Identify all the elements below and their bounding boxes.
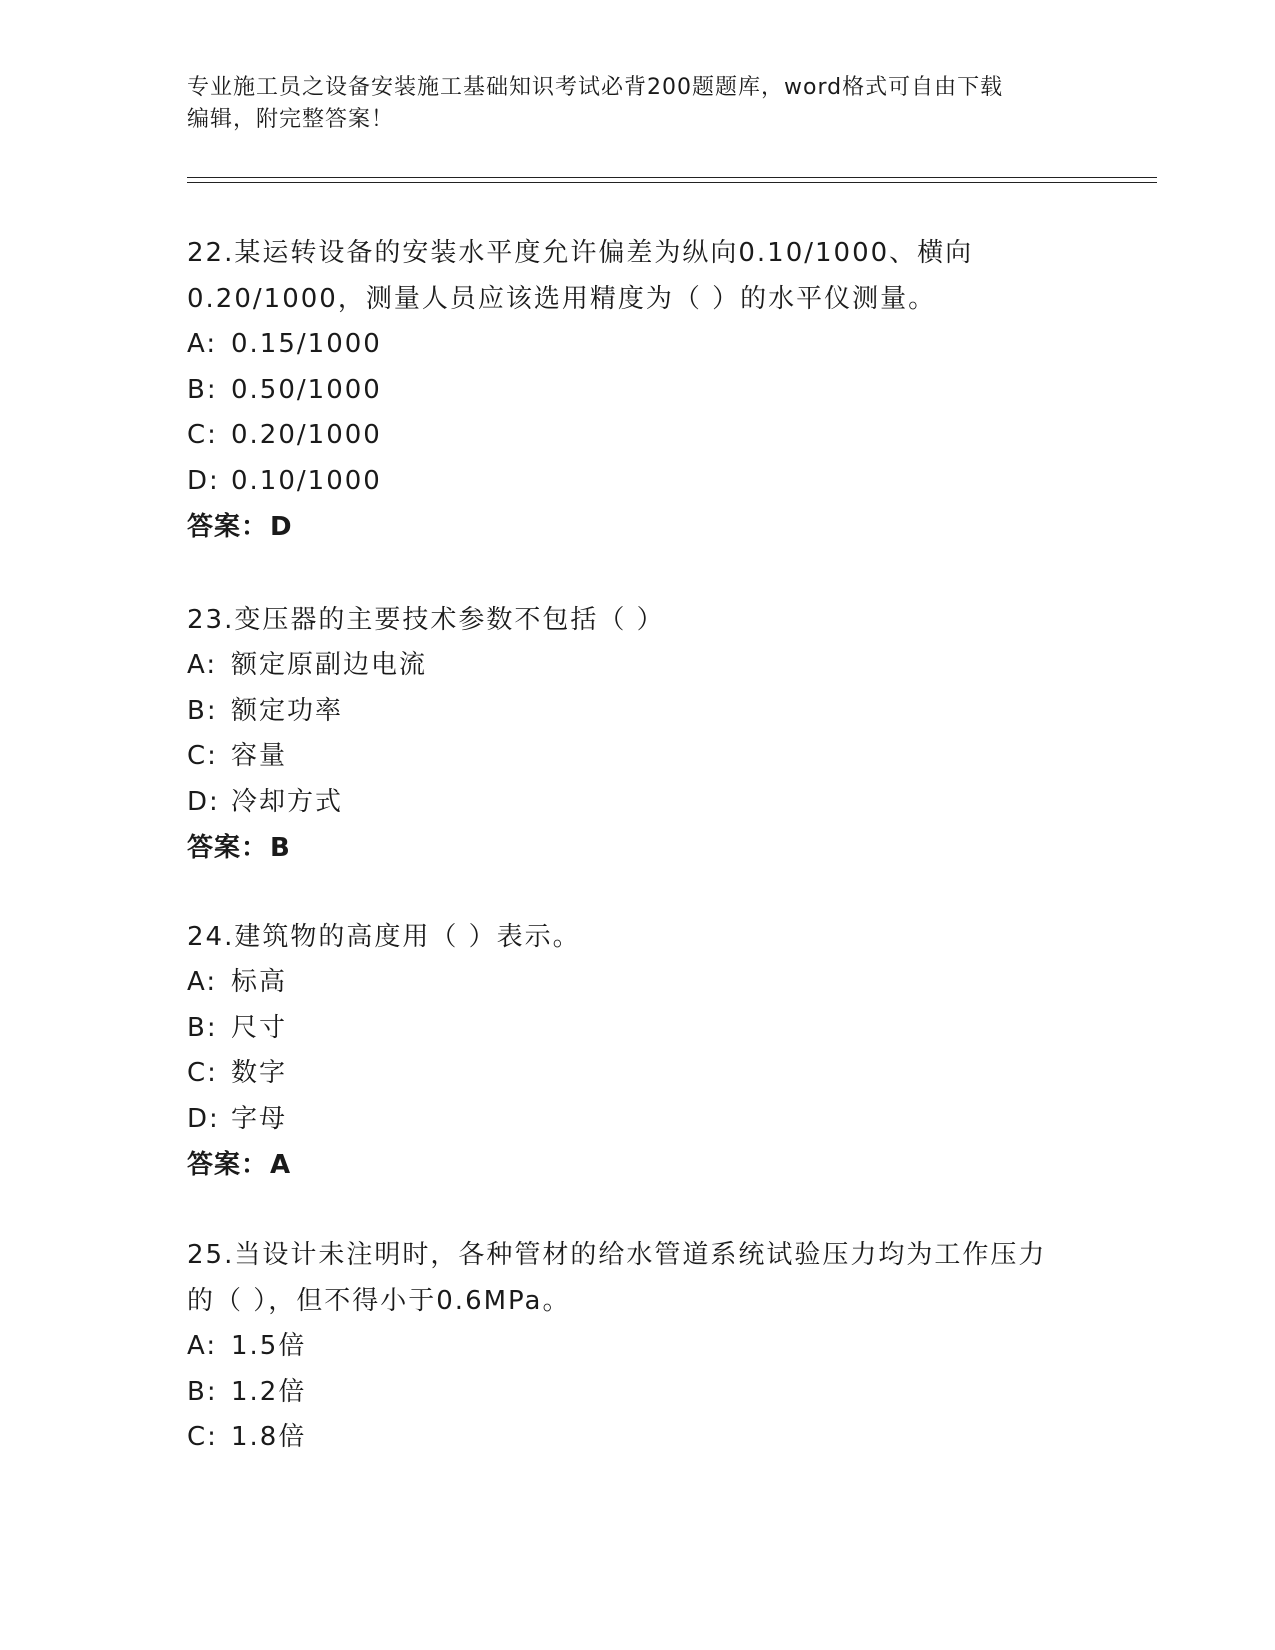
option-c bbox=[187, 413, 1087, 459]
option-letter: C: bbox=[187, 1058, 218, 1088]
option-c bbox=[187, 1415, 1087, 1461]
option-letter: C: bbox=[187, 420, 218, 450]
question-text-line-1: 25.当设计未注明时，各种管材的给水管道系统试验压力均为工作压力 bbox=[187, 1240, 1047, 1270]
option-letter: A: bbox=[187, 967, 218, 997]
option-text: 0.50/1000 bbox=[231, 374, 382, 405]
option-d bbox=[187, 459, 1087, 505]
question-24 bbox=[187, 914, 1087, 1188]
question-text-line-2: 0.20/1000，测量人员应该选用精度为（ ）的水平仪测量。 bbox=[187, 284, 937, 314]
answer-line bbox=[187, 504, 1087, 550]
option-letter: D: bbox=[187, 465, 220, 496]
option-d bbox=[187, 780, 1087, 826]
option-text: 1.5倍 bbox=[231, 1331, 307, 1361]
option-letter: D: bbox=[187, 1103, 220, 1134]
option-text: 尺寸 bbox=[231, 1012, 288, 1043]
option-text: 容量 bbox=[231, 741, 288, 771]
option-letter: D: bbox=[187, 786, 220, 817]
question-text-line-1: 22.某运转设备的安装水平度允许偏差为纵向0.10/1000、横向 bbox=[187, 238, 974, 268]
question-23 bbox=[187, 597, 1087, 871]
option-b bbox=[187, 1370, 1087, 1416]
answer-label: 答案： bbox=[187, 1150, 269, 1180]
option-text: 0.10/1000 bbox=[231, 465, 382, 496]
question-22 bbox=[187, 230, 1087, 550]
option-text: 标高 bbox=[231, 967, 288, 997]
option-text: 字母 bbox=[231, 1103, 288, 1134]
header-line-2: 编辑，附完整答案！ bbox=[187, 107, 395, 132]
option-b bbox=[187, 689, 1087, 735]
question-text-line-2: 的（ ），但不得小于0.6MPa。 bbox=[187, 1286, 571, 1316]
option-text: 额定功率 bbox=[231, 695, 344, 726]
option-letter: B: bbox=[187, 1376, 218, 1407]
option-text: 额定原副边电流 bbox=[231, 650, 428, 680]
header-divider-top bbox=[187, 177, 1157, 178]
option-c bbox=[187, 734, 1087, 780]
question-25 bbox=[187, 1232, 1087, 1461]
option-letter: B: bbox=[187, 1012, 218, 1043]
option-a bbox=[187, 960, 1087, 1006]
option-text: 冷却方式 bbox=[231, 786, 344, 817]
option-a bbox=[187, 1324, 1087, 1370]
header-divider-bottom bbox=[187, 182, 1157, 183]
option-a bbox=[187, 322, 1087, 368]
option-letter: A: bbox=[187, 650, 218, 680]
question-text-line-1: 23.变压器的主要技术参数不包括（ ） bbox=[187, 605, 665, 635]
option-b bbox=[187, 1006, 1087, 1052]
answer-value: D bbox=[270, 512, 293, 542]
option-text: 1.8倍 bbox=[231, 1422, 307, 1452]
option-letter: C: bbox=[187, 1422, 218, 1452]
option-b bbox=[187, 368, 1087, 414]
header-line-1: 专业施工员之设备安装施工基础知识考试必背200题题库，word格式可自由下载 bbox=[187, 75, 1004, 100]
option-a bbox=[187, 643, 1087, 689]
option-text: 1.2倍 bbox=[231, 1376, 307, 1407]
answer-value: A bbox=[270, 1150, 292, 1180]
document-header bbox=[187, 72, 1087, 136]
option-letter: C: bbox=[187, 741, 218, 771]
answer-line bbox=[187, 825, 1087, 871]
option-letter: A: bbox=[187, 329, 218, 359]
option-text: 0.20/1000 bbox=[231, 420, 382, 450]
option-c bbox=[187, 1051, 1087, 1097]
answer-value: B bbox=[270, 833, 291, 863]
option-letter: B: bbox=[187, 374, 218, 405]
answer-label: 答案： bbox=[187, 833, 269, 863]
option-text: 数字 bbox=[231, 1058, 288, 1088]
option-text: 0.15/1000 bbox=[231, 329, 382, 359]
answer-line bbox=[187, 1142, 1087, 1188]
option-d bbox=[187, 1097, 1087, 1143]
question-text-line-1: 24.建筑物的高度用（ ）表示。 bbox=[187, 922, 581, 952]
option-letter: B: bbox=[187, 695, 218, 726]
answer-label: 答案： bbox=[187, 512, 269, 542]
option-letter: A: bbox=[187, 1331, 218, 1361]
